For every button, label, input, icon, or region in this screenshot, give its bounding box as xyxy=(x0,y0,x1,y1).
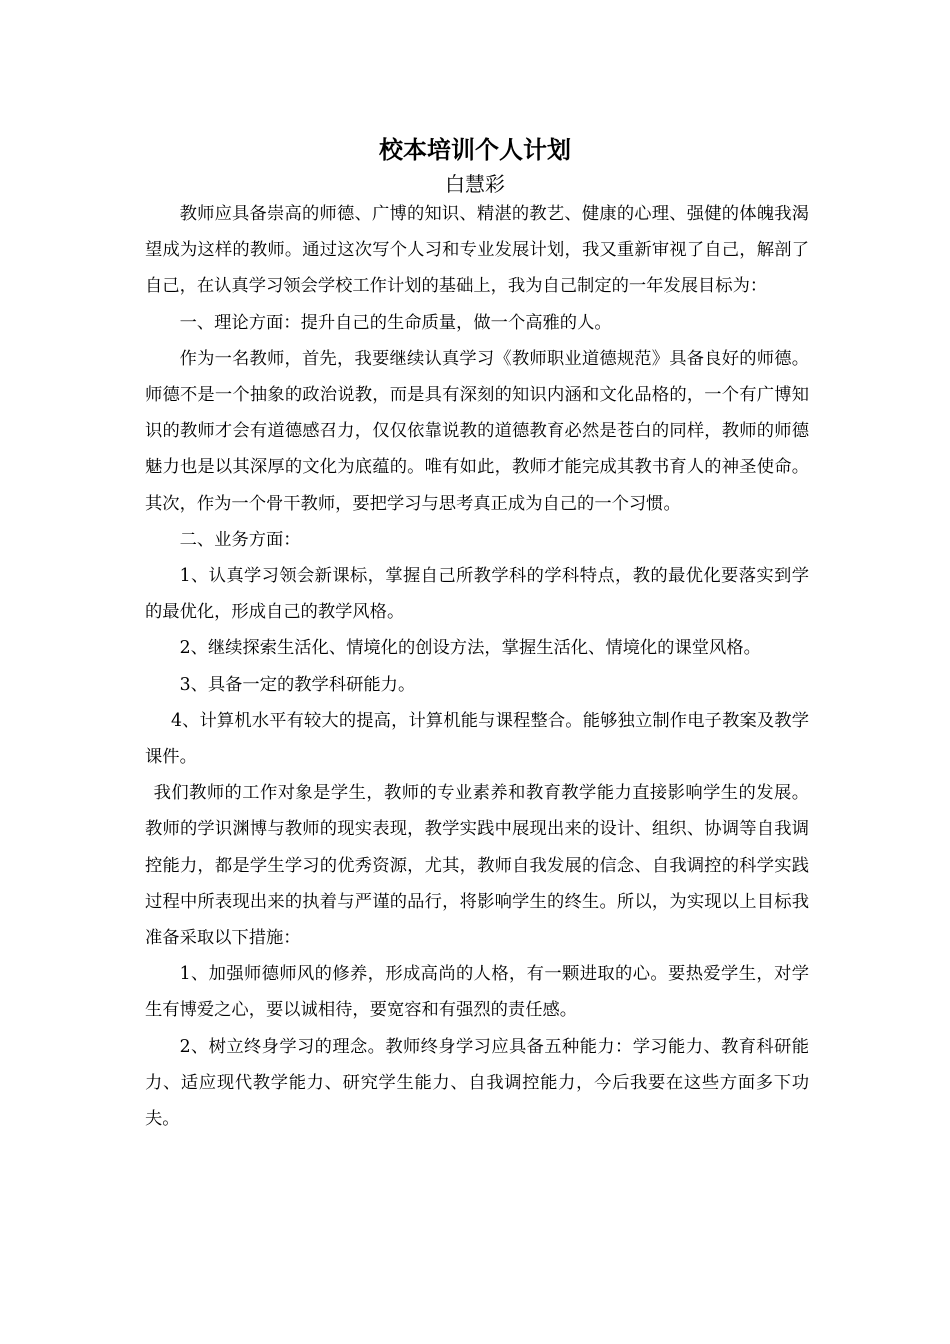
measure-item-1: 1、加强师德师风的修养，形成高尚的人格，有一颗进取的心。要热爱学生，对学生有博爱之心，要以诚相待，要宽容和有强烈的责任感。 xyxy=(145,964,809,1021)
section-heading-theory: 一、理论方面：提升自己的生命质量，做一个高雅的人。 xyxy=(179,312,612,333)
list-item-3: 3、具备一定的教学科研能力。 xyxy=(179,674,416,695)
paragraph-students: 我们教师的工作对象是学生，教师的专业素养和教育教学能力直接影响学生的发展。教师的学识渊博与教师的现实表现，教学实践中展现出来的设计、组织、协调等自我调控能力，都是学生学习的优秀资源，尤其，教师自我发展的信念、自我调控的科学实践过程中所表现出来的执着与严谨的品行，将影响学生的终生。所以，为实现以上目标我准备采取以下措施： xyxy=(145,783,809,949)
paragraph-intro: 教师应具备崇高的师德、广博的知识、精湛的教艺、健康的心理、强健的体魄我渴望成为这样的教师。通过这次写个人习和专业发展计划，我又重新审视了自己，解剖了自己，在认真学习领会学校工作计划的基础上，我为自己制定的一年发展目标为： xyxy=(145,204,809,297)
section-heading-business: 二、业务方面： xyxy=(179,529,301,550)
measure-item-2: 2、树立终身学习的理念。教师终身学习应具备五种能力：学习能力、教育科研能力、适应现代教学能力、研究学生能力、自我调控能力，今后我要在这些方面多下功夫。 xyxy=(145,1036,809,1130)
document-author: 白慧彩 xyxy=(445,172,505,196)
paragraph-theory: 作为一名教师，首先，我要继续认真学习《教师职业道德规范》具备良好的师德。师德不是一个抽象的政治说教，而是具有深刻的知识内涵和文化品格的，一个有广博知识的教师才会有道德感召力，仅仅依靠说教的道德教育必然是苍白的同样，教师的师德魅力也是以其深厚的文化为底蕴的。唯有如此，教师才能完成其教书育人的神圣使命。其次，作为一个骨干教师，要把学习与思考真正成为自己的一个习惯。 xyxy=(145,348,809,514)
list-item-1: 1、认真学习领会新课标，掌握自己所教学科的学科特点，教的最优化要落实到学的最优化，形成自己的教学风格。 xyxy=(145,566,809,623)
document-title: 校本培训个人计划 xyxy=(379,135,571,164)
document-body xyxy=(145,196,809,1137)
list-item-2: 2、继续探索生活化、情境化的创设方法，掌握生活化、情境化的课堂风格。 xyxy=(179,638,761,659)
list-item-4: 4、计算机水平有较大的提高，计算机能与课程整合。能够独立制作电子教案及教学课件。 xyxy=(145,710,809,768)
